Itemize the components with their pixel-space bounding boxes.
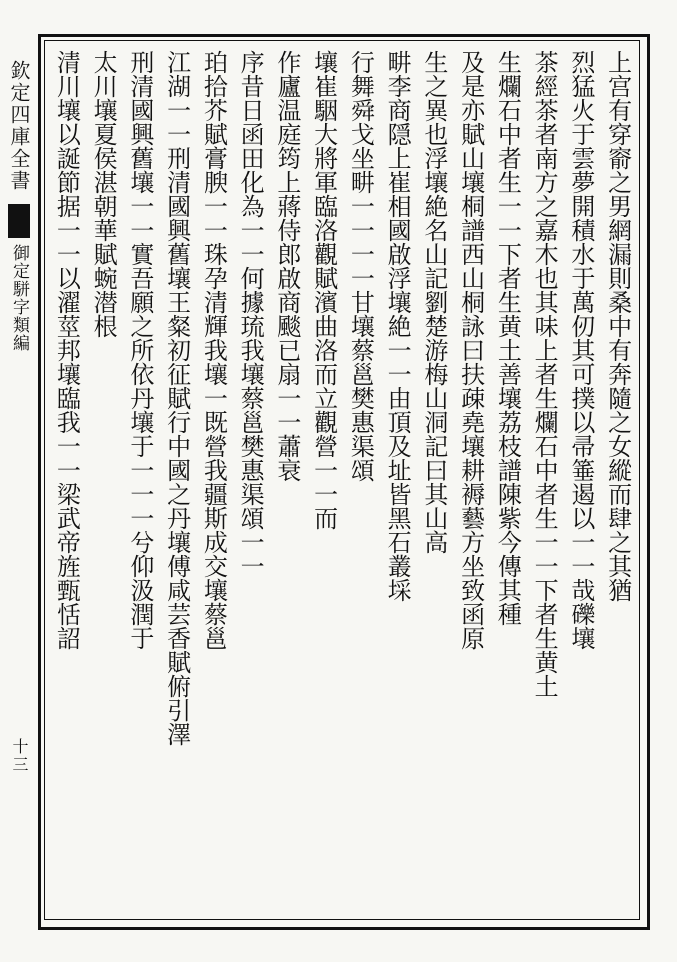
column-text: 序昔日函田化為一一何據琉我壤蔡邕樊惠渠頌一一 [236,50,265,578]
column-text: 清川壤以誕節据一一以濯莖邦壤臨我一一梁武帝旌甄恬詔 [52,50,81,650]
side-margin [6,60,32,352]
column-text: 茶經茶者南方之嘉木也其味上者生爛石中者生一一下者生黄土 [530,50,559,698]
column-text: 珀拾芥賦膏腴一一珠孕清輝我壤一既營我疆斯成交壤蔡邕 [199,50,228,650]
column-text: 烈猛火于雲夢開積水于萬仞其可撲以帚箠遏以一一哉礫壤 [566,50,595,650]
text-column [194,50,232,650]
volume-title: 御定駢字類編 [9,244,29,352]
column-text: 行舞舜戈坐畊一一一一甘壤蔡邕樊惠渠頌 [346,50,375,482]
column-text: 畊李商隠上崔相國啟浮壤絶一一由頂及址皆黑石叢埰 [383,50,412,602]
column-text: 作廬温庭筠上蔣侍郎啟商颷已扇一一蕭衰 [272,50,301,482]
page-number: 十三 [10,738,29,774]
text-column [305,50,343,530]
column-text: 江湖一一刑清國興舊壤王粲初征賦行中國之丹壤傅咸芸香賦俯引澤 [162,50,191,746]
text-column [525,50,563,698]
column-text: 太川壤夏侯湛朝華賦蜿潜根 [89,50,118,338]
text-column [121,50,159,650]
book-title: 欽定四庫全書 [7,60,31,192]
column-text: 生爛石中者生一一下者生黄土善壤荔枝譜陳紫今傳其種 [493,50,522,626]
column-text: 生之異也浮壤絶名山記劉楚游梅山洞記曰其山高 [419,50,448,554]
text-column [378,50,416,602]
column-text: 刑清國興舊壤一一實吾願之所依丹壤于一一一兮仰汲潤于 [125,50,154,650]
text-column [562,50,600,650]
text-column [268,50,306,482]
text-column [452,50,490,650]
text-column [84,50,122,338]
column-text: 及是亦賦山壤桐譜西山桐詠曰扶疎堯壤耕褥藝方坐致函原 [456,50,485,650]
text-column [599,50,637,602]
text-column [231,50,269,578]
text-column [415,50,453,554]
text-column [47,50,85,650]
fishtail-mark [8,204,30,238]
column-text: 上宫有穿窬之男網漏則桑中有奔隨之女縱而肆之其猶 [603,50,632,602]
text-column [488,50,526,626]
text-column [158,50,196,746]
column-text: 壤崔駰大將軍臨洛觀賦濱曲洛而立觀營一一而 [309,50,338,530]
text-column [341,50,379,482]
